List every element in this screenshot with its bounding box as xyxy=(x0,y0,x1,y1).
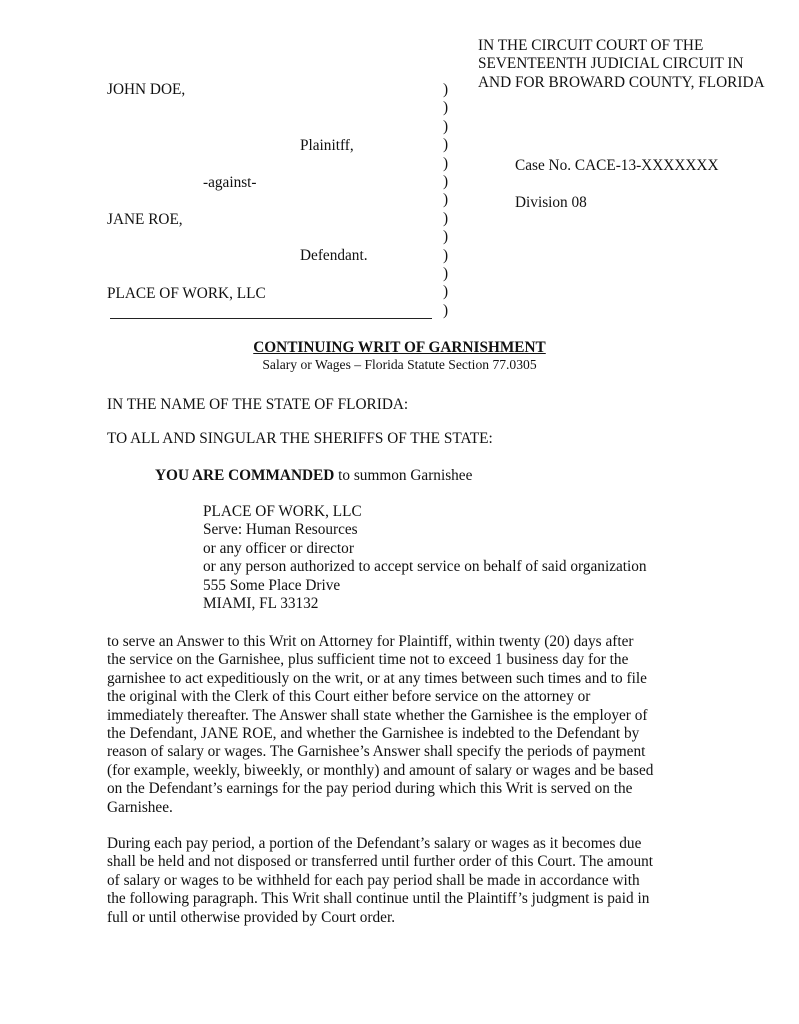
paren: ) xyxy=(443,191,449,209)
writ-subtitle: Salary or Wages – Florida Statute Section 77.0305 xyxy=(262,357,537,373)
paragraph-line: garnishee to act expeditiously on the writ, or at any times between such times and to file xyxy=(107,669,647,687)
against-label: -against- xyxy=(203,174,257,191)
address-line: 555 Some Place Drive xyxy=(203,576,341,594)
writ-title: CONTINUING WRIT OF GARNISHMENT xyxy=(253,339,546,356)
paren: ) xyxy=(443,154,449,172)
caption-parens xyxy=(443,81,448,320)
division: Division 08 xyxy=(515,194,587,211)
paren: ) xyxy=(443,283,449,301)
paragraph-line: immediately thereafter. The Answer shall state whether the Garnishee is the employer of xyxy=(107,706,648,724)
paragraph-line: (for example, weekly, biweekly, or monthly) and amount of salary or wages and be based xyxy=(107,761,654,779)
paren: ) xyxy=(443,117,449,135)
paragraph-line: full or until otherwise provided by Court order. xyxy=(107,908,396,926)
paragraph-line: the original with the Clerk of this Court either before service on the attorney or xyxy=(107,688,591,706)
court-line: AND FOR BROWARD COUNTY, FLORIDA xyxy=(478,73,765,91)
paragraph-line: on the Defendant’s earnings for the pay period during which this Writ is served on the xyxy=(107,780,633,798)
paren: ) xyxy=(443,99,449,117)
court-line: IN THE CIRCUIT COURT OF THE xyxy=(478,37,704,54)
paren: ) xyxy=(443,81,449,98)
withholding-paragraph xyxy=(107,835,707,927)
sheriffs-line: TO ALL AND SINGULAR THE SHERIFFS OF THE STATE: xyxy=(107,430,493,447)
address-line: MIAMI, FL 33132 xyxy=(203,595,319,613)
paragraph-line: reason of salary or wages. The Garnishee’s Answer shall specify the periods of payment xyxy=(107,743,646,761)
paragraph-line: During each pay period, a portion of the Defendant’s salary or wages as it becomes due xyxy=(107,835,642,852)
address-line: or any person authorized to accept service on behalf of said organization xyxy=(203,558,647,576)
paragraph-line: the Defendant, JANE ROE, and whether the Garnishee is indebted to the Defendant by xyxy=(107,725,640,743)
paragraph-line: shall be held and not disposed or transferred until further order of this Court. The amount xyxy=(107,853,654,871)
paren: ) xyxy=(443,136,449,154)
defendant-role: Defendant. xyxy=(300,247,368,264)
commanded-bold: YOU ARE COMMANDED xyxy=(155,467,335,484)
paren: ) xyxy=(443,172,449,190)
commanded-line xyxy=(155,467,472,485)
state-line: IN THE NAME OF THE STATE OF FLORIDA: xyxy=(107,396,409,413)
paragraph-line: the service on the Garnishee, plus sufficient time not to exceed 1 business day for the xyxy=(107,651,629,669)
address-line: or any officer or director xyxy=(203,539,354,557)
plaintiff-role: Plainitff, xyxy=(300,137,354,154)
court-header xyxy=(478,37,793,92)
paragraph-line: the following paragraph. This Writ shall continue until the Plaintiff’s judgment is paid in xyxy=(107,890,650,908)
writ-heading xyxy=(0,339,799,373)
commanded-rest: to summon Garnishee xyxy=(334,467,473,484)
garnishee-name: PLACE OF WORK, LLC xyxy=(107,285,266,302)
defendant-name: JANE ROE, xyxy=(107,211,183,228)
garnishee-address xyxy=(203,503,647,613)
paragraph-line: to serve an Answer to this Writ on Attorney for Plaintiff, within twenty (20) days after xyxy=(107,633,634,650)
paren: ) xyxy=(443,246,449,264)
case-number: Case No. CACE-13-XXXXXXX xyxy=(515,157,719,174)
court-line: SEVENTEENTH JUDICIAL CIRCUIT IN xyxy=(478,55,744,73)
answer-paragraph xyxy=(107,633,707,817)
paragraph-line: of salary or wages to be withheld for each pay period shall be made in accordance with xyxy=(107,871,640,889)
address-line: Serve: Human Resources xyxy=(203,521,358,539)
paren: ) xyxy=(443,264,449,282)
address-line: PLACE OF WORK, LLC xyxy=(203,503,362,520)
paren: ) xyxy=(443,209,449,227)
paren: ) xyxy=(443,228,449,246)
paren: ) xyxy=(443,301,449,319)
paragraph-line: Garnishee. xyxy=(107,798,173,816)
caption-rule xyxy=(110,318,432,319)
plaintiff-name: JOHN DOE, xyxy=(107,81,186,98)
